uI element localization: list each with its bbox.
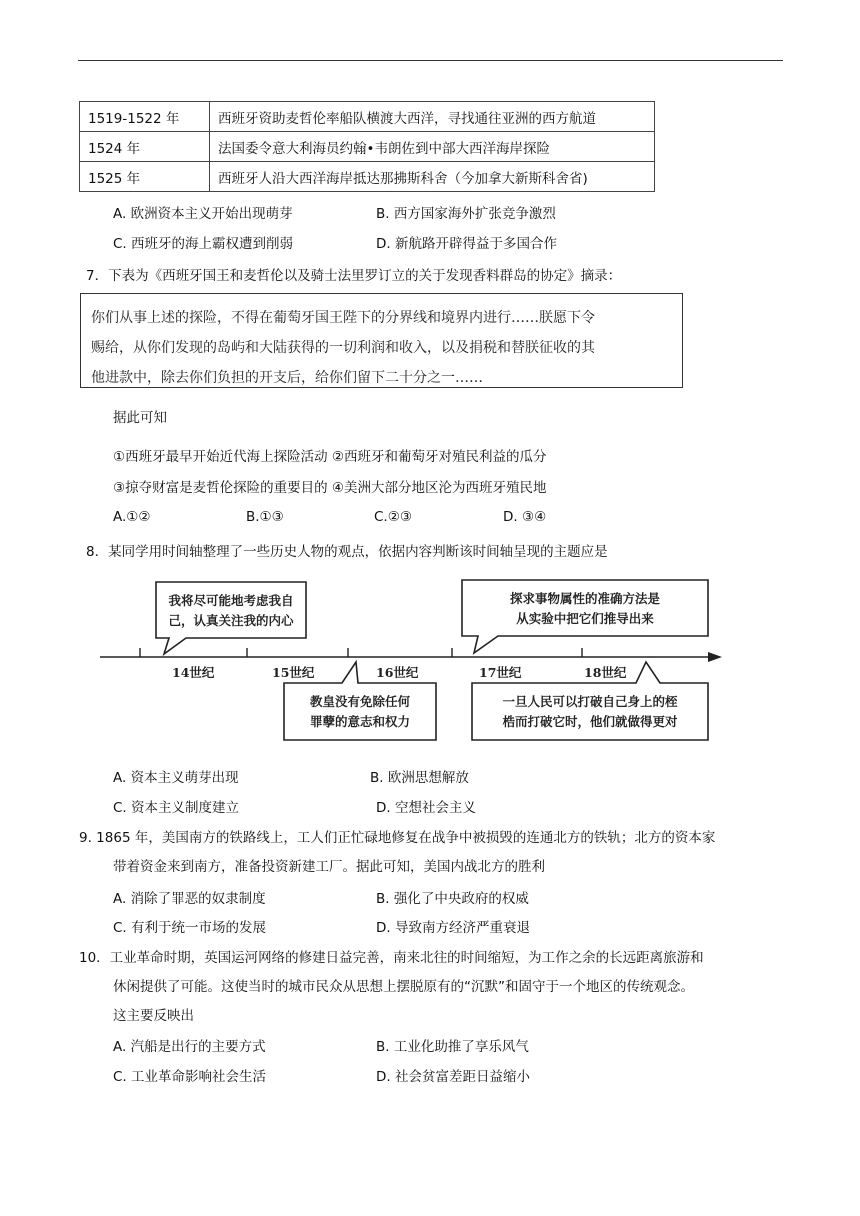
bubble-1-line2: 己，认真关注我的内心 bbox=[168, 613, 294, 628]
q7-option-a: A.①② bbox=[113, 509, 151, 525]
table-row bbox=[80, 162, 655, 192]
q8-option-d: D. 空想社会主义 bbox=[376, 800, 476, 816]
q6-option-d: D. 新航路开辟得益于多国合作 bbox=[376, 236, 557, 252]
q9-stem-line1: 9. 1865 年，美国南方的铁路线上，工人们正忙碌地修复在战争中被损毁的连通北方的铁轨；北方的资本家 bbox=[79, 830, 716, 846]
q8-option-c: C. 资本主义制度建立 bbox=[113, 800, 240, 816]
q9-option-a: A. 消除了罪恶的奴隶制度 bbox=[113, 891, 266, 907]
axis-label-17: 17世纪 bbox=[479, 665, 522, 680]
events-table bbox=[79, 101, 655, 192]
axis-label-14: 14世纪 bbox=[172, 665, 215, 680]
year-cell: 1525 年 bbox=[80, 162, 210, 192]
q9-option-b: B. 强化了中央政府的权威 bbox=[376, 891, 529, 907]
event-cell: 西班牙资助麦哲伦率船队横渡大西洋，寻找通往亚洲的西方航道 bbox=[210, 102, 655, 132]
bubble-4-line1: 一旦人民可以打破自己身上的桎 bbox=[502, 694, 678, 709]
q6-option-b: B. 西方国家海外扩张竞争激烈 bbox=[376, 206, 556, 222]
quote-line: 他进款中，除去你们负担的开支后，给你们留下二十分之一…… bbox=[91, 370, 483, 386]
q7-option-b: B.①③ bbox=[246, 509, 284, 525]
q10-option-b: B. 工业化助推了享乐风气 bbox=[376, 1039, 529, 1055]
q8-option-a: A. 资本主义萌芽出现 bbox=[113, 770, 239, 786]
q6-option-c: C. 西班牙的海上霸权遭到削弱 bbox=[113, 236, 294, 252]
q10-stem-line1: 10．工业革命时期，英国运河网络的修建日益完善，南来北往的时间缩短，为工作之余的长远距离旅游和 bbox=[79, 950, 704, 966]
bubble-2-line2: 罪孽的意志和权力 bbox=[309, 714, 411, 729]
q7-lead: 据此可知 bbox=[113, 410, 167, 426]
q8-option-b: B. 欧洲思想解放 bbox=[370, 770, 469, 786]
table-row bbox=[80, 102, 655, 132]
q10-option-d: D. 社会贫富差距日益缩小 bbox=[376, 1069, 530, 1085]
axis-arrowhead bbox=[708, 652, 722, 662]
q10-option-c: C. 工业革命影响社会生活 bbox=[113, 1069, 267, 1085]
axis-label-16: 16世纪 bbox=[376, 665, 419, 680]
q7-option-d: D. ③④ bbox=[503, 509, 547, 525]
q7-items-line1: ①西班牙最早开始近代海上探险活动 ②西班牙和葡萄牙对殖民利益的瓜分 bbox=[113, 449, 547, 465]
bubble-3-line2: 从实验中把它们推导出来 bbox=[516, 611, 654, 626]
quote-line: 你们从事上述的探险，不得在葡萄牙国王陛下的分界线和境界内进行……朕愿下令 bbox=[91, 310, 595, 326]
q10-stem-line3: 这主要反映出 bbox=[113, 1008, 194, 1024]
event-cell: 西班牙人沿大西洋海岸抵达那拂斯科舍（今加拿大新斯科舍省) bbox=[210, 162, 655, 192]
q8-stem: 8．某同学用时间轴整理了一些历史人物的观点，依据内容判断该时间轴呈现的主题应是 bbox=[86, 544, 608, 560]
q7-quote-box bbox=[80, 293, 683, 388]
bubble-1-line1: 我将尽可能地考虑我自 bbox=[168, 593, 294, 608]
axis-label-15: 15世纪 bbox=[272, 665, 315, 680]
quote-line: 赐给，从你们发现的岛屿和大陆获得的一切利润和收入，以及捐税和替朕征收的其 bbox=[91, 340, 595, 356]
bubble-4-line2: 梏而打破它时，他们就做得更对 bbox=[502, 714, 678, 729]
bubble-3-line1: 探求事物属性的准确方法是 bbox=[509, 591, 661, 606]
q7-stem: 7．下表为《西班牙国王和麦哲伦以及骑士法里罗订立的关于发现香料群岛的协定》摘录： bbox=[86, 268, 622, 284]
header-rule bbox=[78, 60, 783, 61]
axis-label-18: 18世纪 bbox=[584, 665, 627, 680]
history-timeline bbox=[96, 574, 726, 750]
q9-option-d: D. 导致南方经济严重衰退 bbox=[376, 920, 530, 936]
q9-option-c: C. 有利于统一市场的发展 bbox=[113, 920, 267, 936]
q10-option-a: A. 汽船是出行的主要方式 bbox=[113, 1039, 266, 1055]
year-cell: 1519-1522 年 bbox=[80, 102, 210, 132]
table-row bbox=[80, 132, 655, 162]
q6-option-a: A. 欧洲资本主义开始出现萌芽 bbox=[113, 206, 293, 222]
event-cell: 法国委令意大利海员约翰•韦朗佐到中部大西洋海岸探险 bbox=[210, 132, 655, 162]
bubble-2-line1: 教皇没有免除任何 bbox=[309, 694, 411, 709]
year-cell: 1524 年 bbox=[80, 132, 210, 162]
q7-items-line2: ③掠夺财富是麦哲伦探险的重要目的 ④美洲大部分地区沦为西班牙殖民地 bbox=[113, 480, 547, 496]
q9-stem-line2: 带着资金来到南方，准备投资新建工厂。据此可知，美国内战北方的胜利 bbox=[113, 859, 545, 875]
q10-stem-line2: 休闲提供了可能。这使当时的城市民众从思想上摆脱原有的“沉默”和固守于一个地区的传统观念。 bbox=[113, 979, 694, 995]
q7-option-c: C.②③ bbox=[374, 509, 412, 525]
